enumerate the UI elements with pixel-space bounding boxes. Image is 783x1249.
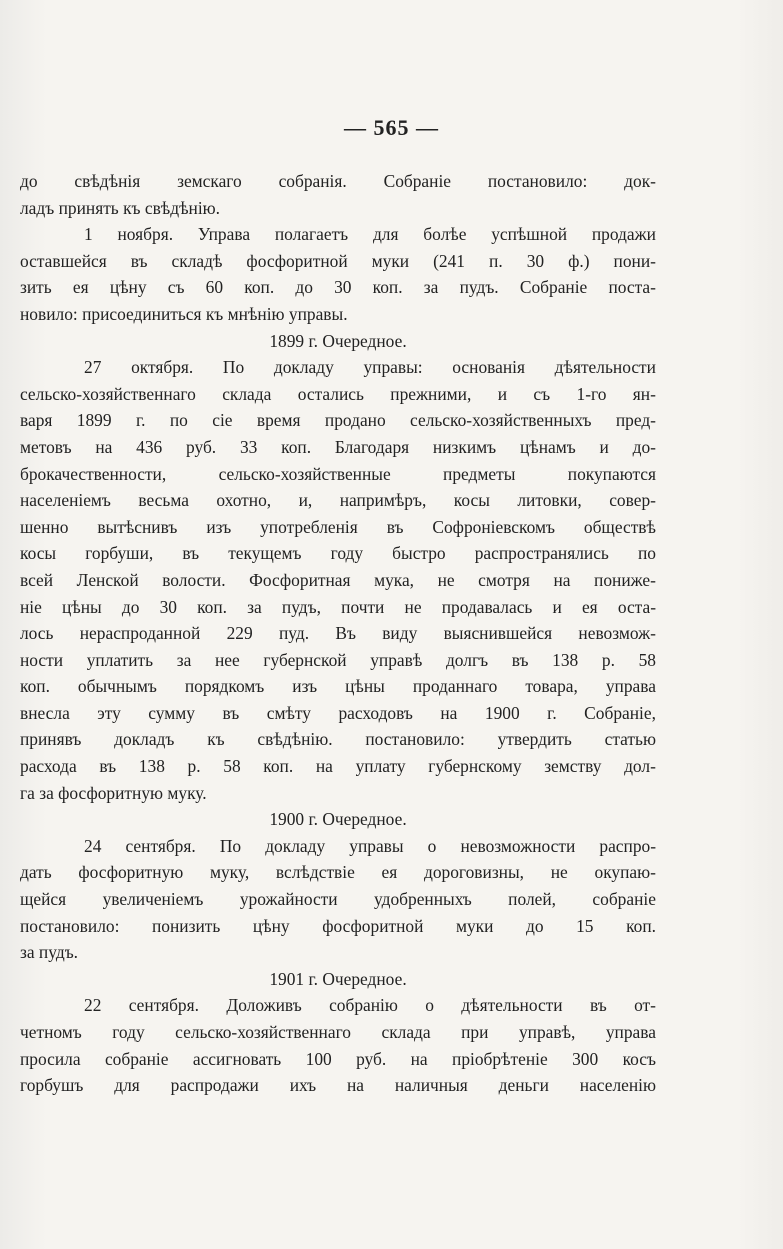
word: время: [256, 410, 301, 431]
word: распространялись: [474, 543, 609, 564]
word: сентября.: [128, 995, 199, 1016]
word: напримѣръ,: [339, 490, 427, 511]
word: По: [222, 357, 245, 378]
word: расхода: [20, 756, 77, 777]
word: выяснившейся: [443, 623, 553, 644]
text-line: [20, 381, 656, 408]
word: почти: [341, 596, 385, 617]
word: 30: [334, 277, 352, 298]
word: муки: [455, 915, 494, 936]
word: коп.: [20, 676, 50, 697]
word: пуд.: [278, 623, 310, 644]
word: 58: [223, 756, 241, 777]
word: шенно: [20, 516, 69, 537]
text-line: [20, 859, 656, 886]
word: распро-: [599, 835, 656, 856]
word: сельско-хозяйственные: [218, 463, 391, 484]
word: докладу: [265, 835, 326, 856]
word: смѣту: [266, 702, 311, 723]
word: сіе: [212, 410, 233, 431]
word: продавалась: [441, 596, 533, 617]
word: принявъ: [20, 729, 82, 750]
word: за: [176, 649, 192, 670]
word: горбуши,: [85, 543, 154, 564]
word: фосфоритной: [246, 250, 348, 271]
word: для: [114, 1075, 140, 1096]
word: году: [330, 543, 364, 564]
text-line: [20, 1046, 656, 1073]
word: По: [219, 835, 242, 856]
word: въ: [222, 702, 240, 723]
word: дол-: [624, 756, 656, 777]
word: населеніемъ: [20, 490, 111, 511]
word: увеличеніемъ: [102, 889, 204, 910]
word: 24: [84, 835, 102, 856]
word: невозмож-: [578, 623, 656, 644]
word: 1899: [76, 410, 112, 431]
word: руб.: [356, 1048, 387, 1069]
word: году: [112, 1022, 145, 1042]
word: свѣдѣнія: [74, 171, 141, 191]
word: коп.: [263, 756, 294, 777]
word: 27: [84, 357, 102, 378]
word: управы: [349, 835, 404, 856]
text-line: [20, 168, 656, 195]
text-line: [20, 673, 656, 700]
text-line: [20, 407, 656, 434]
word: пріобрѣтеніе: [452, 1048, 548, 1069]
word: 436: [136, 436, 163, 457]
word: брокачественности,: [20, 463, 167, 484]
word: лось: [20, 623, 54, 644]
word: въ: [511, 649, 529, 670]
word: цѣнамъ: [519, 436, 576, 457]
word: 58: [638, 649, 656, 670]
word: и: [599, 436, 609, 457]
word: р.: [601, 649, 615, 670]
word: сумму: [148, 702, 195, 723]
text-line: [20, 753, 656, 780]
word: ея: [72, 277, 89, 298]
text-line: [20, 1019, 656, 1046]
word: п.: [489, 250, 503, 271]
word: складѣ: [171, 250, 223, 271]
word: метовъ: [20, 436, 72, 457]
word: ихъ: [289, 1075, 317, 1096]
word: муку,: [209, 862, 250, 883]
word: къ: [207, 729, 225, 750]
text-line: [20, 540, 656, 567]
word: 1-го: [576, 383, 607, 404]
word: октября.: [131, 357, 194, 378]
word: сельско-хозяйственнаго: [20, 383, 196, 404]
word: не: [437, 569, 455, 590]
word: 100: [305, 1048, 332, 1069]
word: быстро: [392, 543, 446, 564]
word: основанія: [452, 357, 525, 378]
text-line: [20, 647, 656, 674]
word: г.: [547, 702, 557, 723]
word: въ: [386, 516, 404, 537]
word: губернской: [263, 649, 347, 670]
word: совер-: [609, 490, 656, 511]
word: ніе: [20, 596, 42, 617]
text-line: [20, 487, 656, 514]
word: 138: [552, 649, 579, 670]
word: косъ: [622, 1048, 656, 1069]
word: обществѣ: [583, 516, 656, 537]
word: цѣны: [62, 596, 102, 617]
word: горбушъ: [20, 1075, 84, 1096]
word: цѣну: [109, 277, 147, 298]
word: (241: [433, 250, 466, 271]
word: за: [247, 596, 262, 617]
word: на: [95, 436, 113, 457]
text-line: га за фосфоритную муку.: [20, 782, 207, 803]
section-heading: 1900 г. Очередное.: [269, 809, 407, 830]
word: Софроніевскомъ: [432, 516, 555, 537]
word: земскаго: [177, 171, 242, 191]
word: продажи: [591, 224, 656, 245]
word: 15: [576, 915, 594, 936]
word: 22: [84, 995, 102, 1016]
text-line: [20, 594, 656, 621]
word: коп.: [372, 277, 403, 298]
word: коп.: [626, 915, 656, 936]
word: изъ: [292, 676, 318, 697]
word: док-: [624, 171, 656, 191]
word: сельско-хозяйственнаго: [175, 1022, 351, 1042]
text-line: [20, 992, 656, 1019]
word: мука,: [374, 569, 415, 590]
word: о: [425, 995, 434, 1016]
word: предметы: [443, 463, 516, 484]
text-line: [20, 913, 656, 940]
word: утвердить: [497, 729, 572, 750]
word: удобренныхъ: [374, 889, 472, 910]
word: болѣе: [423, 224, 467, 245]
word: от-: [634, 995, 656, 1016]
word: ассигновать: [192, 1048, 282, 1069]
text-line: [20, 726, 656, 753]
word: на: [440, 702, 458, 723]
word: ности: [20, 649, 64, 670]
word: и: [552, 596, 562, 617]
word: полагаетъ: [274, 224, 349, 245]
word: не: [404, 596, 422, 617]
word: при: [461, 1022, 489, 1042]
word: постановило:: [365, 729, 465, 750]
word: весьма: [138, 490, 189, 511]
word: цѣны: [345, 676, 385, 697]
word: деньги: [498, 1075, 549, 1096]
word: распродажи: [170, 1075, 259, 1096]
word: за: [423, 277, 439, 298]
word: дороговизны,: [423, 862, 525, 883]
text-line: ладъ принять къ свѣдѣнію.: [20, 197, 221, 218]
word: невозможности: [460, 835, 576, 856]
word: смотря: [478, 569, 530, 590]
word: оставшейся: [20, 250, 107, 271]
word: коп.: [197, 596, 228, 617]
word: статью: [604, 729, 656, 750]
text-line: [20, 700, 656, 727]
word: обычнымъ: [77, 676, 157, 697]
word: литовки,: [517, 490, 582, 511]
word: вслѣдствіе: [275, 862, 355, 883]
word: косы: [453, 490, 490, 511]
word: 33: [239, 436, 258, 457]
word: 229: [226, 623, 253, 644]
word: докладу: [273, 357, 334, 378]
text-line: [20, 620, 656, 647]
word: пудъ.: [459, 277, 499, 298]
text-line: [20, 354, 656, 381]
text-line: новило: присоединиться къ мнѣнію управы.: [20, 303, 348, 324]
word: порядкомъ: [184, 676, 265, 697]
word: въ: [589, 995, 607, 1016]
word: ея: [581, 596, 598, 617]
word: и: [497, 383, 508, 404]
word: Ленской: [76, 569, 139, 590]
word: цѣну: [252, 915, 290, 936]
text-line: [20, 434, 656, 461]
word: о: [427, 835, 437, 856]
word: эту: [97, 702, 121, 723]
word: 60: [205, 277, 224, 298]
word: склада: [222, 383, 272, 404]
word: въ: [99, 756, 117, 777]
word: косы: [20, 543, 57, 564]
word: внесла: [20, 702, 70, 723]
page-number: — 565 —: [344, 115, 439, 140]
word: р.: [187, 756, 201, 777]
word: Благодаря: [334, 436, 410, 457]
section-heading: 1901 г. Очередное.: [269, 968, 407, 989]
word: проданнаго: [412, 676, 498, 697]
word: уплатить: [86, 649, 154, 670]
word: Управа: [197, 224, 251, 245]
word: уплату: [355, 756, 406, 777]
word: на: [315, 756, 333, 777]
word: для: [372, 224, 399, 245]
word: 138: [138, 756, 165, 777]
word: волости.: [162, 569, 226, 590]
word: до: [20, 171, 38, 191]
word: до: [295, 277, 313, 298]
word: ноября.: [117, 224, 174, 245]
text-line: за пудъ.: [20, 942, 79, 963]
word: собраніе: [592, 889, 656, 910]
word: управѣ,: [518, 1022, 576, 1042]
word: нераспроданной: [79, 623, 201, 644]
word: виду: [382, 623, 418, 644]
word: Собраніе: [519, 277, 588, 298]
text-line: [20, 567, 656, 594]
word: текущемъ: [228, 543, 302, 564]
word: фосфоритную: [78, 862, 184, 883]
word: склада: [381, 1022, 431, 1042]
word: коп.: [281, 436, 312, 457]
word: въ: [130, 250, 148, 271]
word: 30: [159, 596, 177, 617]
word: пудъ,: [281, 596, 322, 617]
word: нее: [214, 649, 240, 670]
word: Собраніе,: [584, 702, 656, 723]
word: всей: [20, 569, 54, 590]
word: фосфоритной: [322, 915, 424, 936]
word: коп.: [244, 277, 275, 298]
word: охотно,: [216, 490, 272, 511]
word: ян-: [632, 383, 656, 404]
word: на: [553, 569, 571, 590]
word: не: [550, 862, 568, 883]
word: четномъ: [20, 1022, 82, 1042]
word: сельско-хозяйственныхъ: [410, 410, 592, 431]
word: постановило:: [487, 171, 588, 191]
word: понизить: [151, 915, 221, 936]
word: собранію: [329, 995, 398, 1016]
word: по: [637, 543, 656, 564]
word: земству: [544, 756, 602, 777]
word: и,: [298, 490, 313, 511]
text-line: [20, 221, 656, 248]
word: прежними,: [390, 383, 472, 404]
word: варя: [20, 410, 53, 431]
word: урожайности: [239, 889, 338, 910]
word: пониже-: [594, 569, 656, 590]
text-line: [20, 514, 656, 541]
word: сентября.: [125, 835, 196, 856]
word: до: [526, 915, 544, 936]
word: товара,: [525, 676, 578, 697]
word: докладъ: [114, 729, 175, 750]
word: изъ: [206, 516, 232, 537]
word: дѣятельности: [554, 357, 656, 378]
word: вытѣснивъ: [97, 516, 178, 537]
word: дать: [20, 862, 52, 883]
word: поста-: [608, 277, 656, 298]
word: управа: [605, 676, 656, 697]
text-line: [20, 274, 656, 301]
section-heading: 1899 г. Очередное.: [269, 330, 407, 351]
word: постановило:: [20, 915, 120, 936]
word: съ: [167, 277, 185, 298]
word: на: [410, 1048, 428, 1069]
word: зить: [20, 277, 52, 298]
word: щейся: [20, 889, 67, 910]
word: по: [169, 410, 188, 431]
body-text: [20, 168, 656, 1099]
word: руб.: [186, 436, 217, 457]
word: долгъ: [445, 649, 489, 670]
word: муки: [371, 250, 410, 271]
word: до-: [632, 436, 656, 457]
word: дѣятельности: [461, 995, 563, 1016]
word: пред-: [615, 410, 656, 431]
word: Фосфоритная: [249, 569, 351, 590]
word: въ: [182, 543, 200, 564]
word: съ: [533, 383, 551, 404]
word: успѣшной: [491, 224, 568, 245]
word: собраніе: [104, 1048, 169, 1069]
text-line: [20, 461, 656, 488]
text-line: [20, 833, 656, 860]
word: до: [121, 596, 140, 617]
word: собранія.: [278, 171, 347, 191]
word: ф.): [568, 250, 590, 271]
word: Въ: [335, 623, 356, 644]
text-line: [20, 886, 656, 913]
word: употребленія: [260, 516, 358, 537]
word: губернскому: [428, 756, 522, 777]
word: полей,: [508, 889, 556, 910]
word: расходовъ: [338, 702, 413, 723]
word: оста-: [617, 596, 656, 617]
word: 1: [84, 224, 93, 245]
word: Доложивъ: [226, 995, 302, 1016]
word: ея: [381, 862, 398, 883]
word: свѣдѣнію.: [257, 729, 333, 750]
word: остались: [297, 383, 364, 404]
word: пони-: [613, 250, 656, 271]
word: управа: [605, 1022, 656, 1042]
word: населенію: [579, 1075, 656, 1096]
word: просила: [20, 1048, 81, 1069]
word: Собраніе: [383, 171, 452, 191]
word: наличныя: [394, 1075, 468, 1096]
word: низкимъ: [432, 436, 497, 457]
text-line: [20, 1072, 656, 1099]
word: управѣ: [370, 649, 423, 670]
text-line: [20, 248, 656, 275]
word: 300: [572, 1048, 599, 1069]
word: окупаю-: [594, 862, 656, 883]
word: управы:: [363, 357, 423, 378]
word: продано: [324, 410, 386, 431]
word: 1900: [484, 702, 520, 723]
word: 30: [526, 250, 545, 271]
word: г.: [135, 410, 146, 431]
word: покупаются: [567, 463, 656, 484]
word: на: [346, 1075, 364, 1096]
